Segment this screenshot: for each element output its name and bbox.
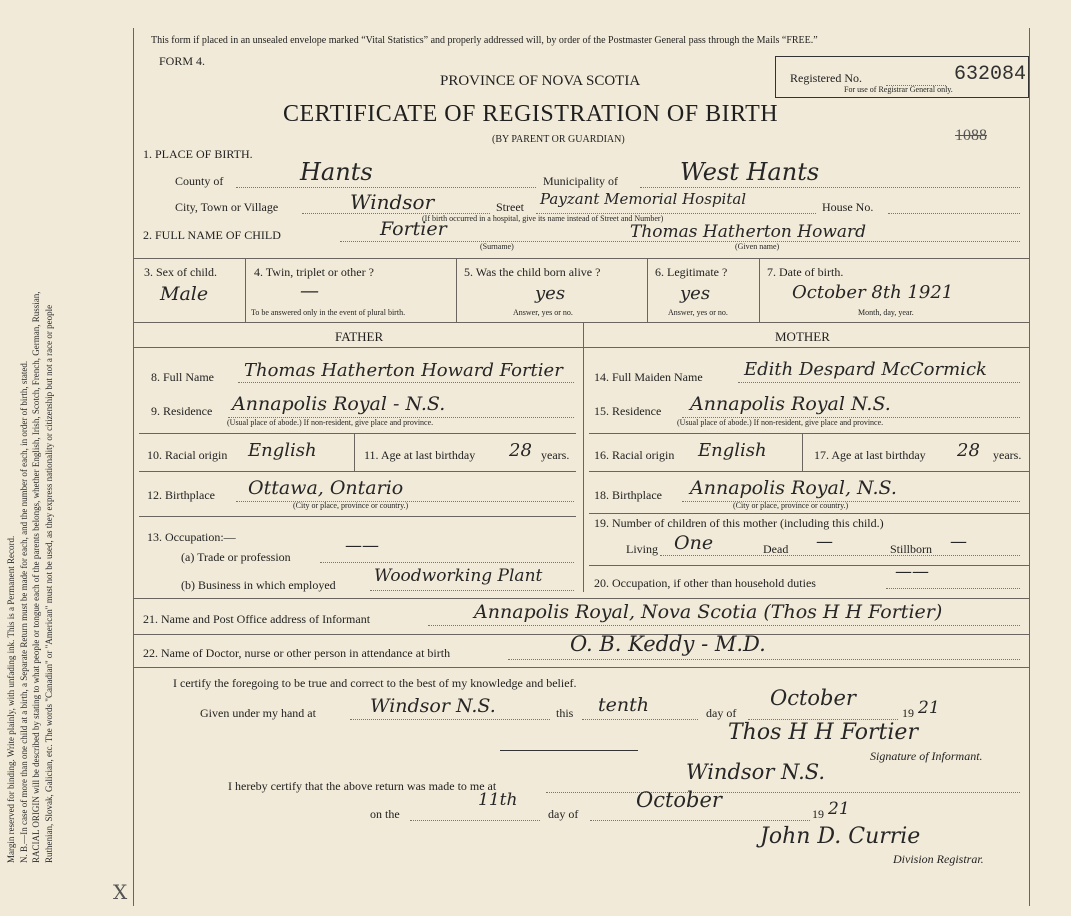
registrar-day-of-label: day of bbox=[548, 807, 579, 821]
sidebar-line: Margin reserved for binding. Write plainly, with unfading ink. This is a Permanent Record. bbox=[6, 535, 16, 863]
registrar-certify-text: I hereby certify that the above return was made to me at bbox=[228, 779, 497, 793]
registrar-day: 11th bbox=[478, 790, 518, 810]
informant-label: 21. Name and Post Office address of Informant bbox=[143, 612, 371, 626]
twin-note: To be answered only in the event of plural birth. bbox=[251, 308, 406, 317]
father-birthplace-note: (City or place, province or country.) bbox=[293, 501, 409, 510]
mother-residence-note: (Usual place of abode.) If non-resident, give place and province. bbox=[677, 418, 884, 427]
registered-label: Registered No. bbox=[790, 71, 862, 85]
informant-value: Annapolis Royal, Nova Scotia (Thos H H Fortier) bbox=[474, 601, 943, 623]
living-value: One bbox=[674, 532, 714, 554]
child-surname: Fortier bbox=[380, 218, 447, 240]
place-of-birth-label: 1. PLACE OF BIRTH. bbox=[143, 147, 253, 161]
birth-date-note: Month, day, year. bbox=[858, 308, 914, 317]
form-number: FORM 4. bbox=[159, 54, 206, 68]
registrar-note: For use of Registrar General only. bbox=[844, 85, 953, 94]
legitimate-value: yes bbox=[680, 283, 711, 304]
mother-occupation-label: 20. Occupation, if other than household duties bbox=[594, 576, 816, 590]
given-month: October bbox=[770, 686, 856, 710]
legitimate-note: Answer, yes or no. bbox=[668, 308, 728, 317]
given-year: 21 bbox=[918, 698, 940, 718]
province-heading: PROVINCE OF NOVA SCOTIA bbox=[440, 73, 641, 89]
stillborn-value: — bbox=[950, 532, 967, 552]
mother-name-label: 14. Full Maiden Name bbox=[594, 370, 703, 384]
birth-date-label: 7. Date of birth. bbox=[767, 265, 844, 279]
father-occupation-label: 13. Occupation:— bbox=[147, 530, 236, 544]
street-label: Street bbox=[496, 200, 524, 214]
given-day-of-label: day of bbox=[706, 706, 737, 720]
legitimate-label: 6. Legitimate ? bbox=[655, 265, 728, 279]
sex-value: Male bbox=[160, 283, 209, 305]
dead-value: — bbox=[816, 532, 833, 552]
given-label: Given under my hand at bbox=[200, 706, 316, 720]
mail-notice: This form if placed in an unsealed envelope marked “Vital Statistics” and properly addressed will, by order of the Postmaster General pass through the Mails “FREE.” bbox=[151, 35, 818, 46]
alive-note: Answer, yes or no. bbox=[513, 308, 573, 317]
father-residence-note: (Usual place of abode.) If non-resident, give place and province. bbox=[227, 418, 434, 427]
municipality-value: West Hants bbox=[680, 158, 820, 186]
living-label: Living bbox=[626, 542, 658, 556]
mother-residence-label: 15. Residence bbox=[594, 404, 662, 418]
registrar-month: October bbox=[636, 788, 722, 812]
child-name-label: 2. FULL NAME OF CHILD bbox=[143, 228, 281, 242]
city-value: Windsor bbox=[350, 190, 435, 214]
given-year-prefix: 19 bbox=[902, 706, 914, 720]
sidebar-line: Ruthenian, Slovak, Galician, etc. The words "Canadian" or "American" must not be used, as they express nationality or citizenship but not a race or people bbox=[43, 304, 54, 863]
birth-date-value: October 8th 1921 bbox=[792, 282, 954, 303]
father-heading: FATHER bbox=[335, 329, 384, 344]
doctor-value: O. B. Keddy - M.D. bbox=[570, 632, 766, 656]
county-value: Hants bbox=[300, 158, 373, 186]
mother-racial-value: English bbox=[698, 440, 767, 461]
frame-right bbox=[1029, 28, 1030, 906]
mother-name-value: Edith Despard McCormick bbox=[744, 359, 987, 380]
informant-signature-label: Signature of Informant. bbox=[870, 749, 983, 763]
mother-racial-label: 16. Racial origin bbox=[594, 448, 675, 462]
child-given-name: Thomas Hatherton Howard bbox=[630, 222, 867, 242]
surname-note: (Surname) bbox=[480, 242, 514, 251]
twin-value: — bbox=[300, 280, 319, 302]
father-trade-label: (a) Trade or profession bbox=[181, 550, 291, 564]
county-label: County of bbox=[175, 174, 224, 188]
frame-left bbox=[133, 28, 134, 906]
father-residence-label: 9. Residence bbox=[151, 404, 213, 418]
sidebar-line: RACIAL ORIGIN will be described by stating to what people or tongue each of the parents belongs, whether English, Irish, Scotch, French, German, Russian, bbox=[31, 291, 41, 863]
registration-box bbox=[775, 56, 1029, 98]
house-label: House No. bbox=[822, 200, 874, 214]
given-note: (Given name) bbox=[735, 242, 780, 251]
father-birthplace-label: 12. Birthplace bbox=[147, 488, 215, 502]
municipality-label: Municipality of bbox=[543, 174, 618, 188]
given-day: tenth bbox=[598, 694, 649, 716]
sex-label: 3. Sex of child. bbox=[144, 265, 217, 279]
father-residence-value: Annapolis Royal - N.S. bbox=[232, 393, 446, 415]
registered-number: 632084 bbox=[954, 63, 1027, 86]
mother-age-label: 17. Age at last birthday bbox=[814, 448, 926, 462]
stillborn-label: Stillborn bbox=[890, 542, 933, 556]
registrar-year: 21 bbox=[828, 799, 850, 819]
corner-number: 1088 bbox=[955, 127, 987, 144]
mother-age-value: 28 bbox=[957, 440, 980, 461]
alive-value: yes bbox=[535, 283, 566, 304]
father-birthplace-value: Ottawa, Ontario bbox=[248, 477, 404, 499]
father-business-value: Woodworking Plant bbox=[374, 566, 543, 586]
father-age-label: 11. Age at last birthday bbox=[364, 448, 476, 462]
certify-text: I certify the foregoing to be true and correct to the best of my knowledge and belief. bbox=[173, 676, 577, 690]
page-title: CERTIFICATE OF REGISTRATION OF BIRTH bbox=[283, 101, 779, 127]
page-subtitle: (BY PARENT OR GUARDIAN) bbox=[492, 134, 625, 145]
hospital-note: (If birth occurred in a hospital, give its name instead of Street and Number) bbox=[422, 214, 664, 223]
this-label: this bbox=[556, 706, 574, 720]
registrar-signature: John D. Currie bbox=[760, 824, 921, 849]
mother-years: years. bbox=[993, 448, 1022, 462]
mother-birthplace-note: (City or place, province or country.) bbox=[733, 501, 849, 510]
twin-label: 4. Twin, triplet or other ? bbox=[254, 265, 374, 279]
father-years: years. bbox=[541, 448, 570, 462]
father-name-label: 8. Full Name bbox=[151, 370, 214, 384]
doctor-label: 22. Name of Doctor, nurse or other person in attendance at birth bbox=[143, 646, 451, 660]
father-racial-label: 10. Racial origin bbox=[147, 448, 228, 462]
street-value: Payzant Memorial Hospital bbox=[540, 190, 747, 208]
sidebar-notes bbox=[5, 83, 55, 863]
father-name-value: Thomas Hatherton Howard Fortier bbox=[244, 360, 563, 381]
father-business-label: (b) Business in which employed bbox=[181, 578, 336, 592]
informant-signature: Thos H H Fortier bbox=[728, 720, 918, 745]
mother-residence-value: Annapolis Royal N.S. bbox=[690, 393, 891, 415]
registrar-place: Windsor N.S. bbox=[686, 760, 826, 784]
margin-mark: X bbox=[113, 880, 128, 904]
father-racial-value: English bbox=[248, 440, 317, 461]
registrar-signature-label: Division Registrar. bbox=[893, 852, 984, 866]
on-the-label: on the bbox=[370, 807, 400, 821]
sidebar-line: N. B.—In case of more than one child at a birth, a Separate Return must be made for each, and the number of each, in order of birth, stated. bbox=[18, 360, 29, 863]
children-count-label: 19. Number of children of this mother (including this child.) bbox=[594, 516, 884, 530]
city-label: City, Town or Village bbox=[175, 200, 279, 214]
mother-birthplace-label: 18. Birthplace bbox=[594, 488, 662, 502]
father-trade-value: —— bbox=[345, 536, 379, 556]
mother-birthplace-value: Annapolis Royal, N.S. bbox=[690, 477, 897, 499]
mother-occupation-value: —— bbox=[895, 562, 929, 582]
father-age-value: 28 bbox=[509, 440, 532, 461]
given-place: Windsor N.S. bbox=[370, 695, 496, 717]
alive-label: 5. Was the child born alive ? bbox=[464, 265, 601, 279]
dead-label: Dead bbox=[763, 542, 789, 556]
registrar-year-prefix: 19 bbox=[812, 807, 824, 821]
mother-heading: MOTHER bbox=[775, 329, 830, 344]
